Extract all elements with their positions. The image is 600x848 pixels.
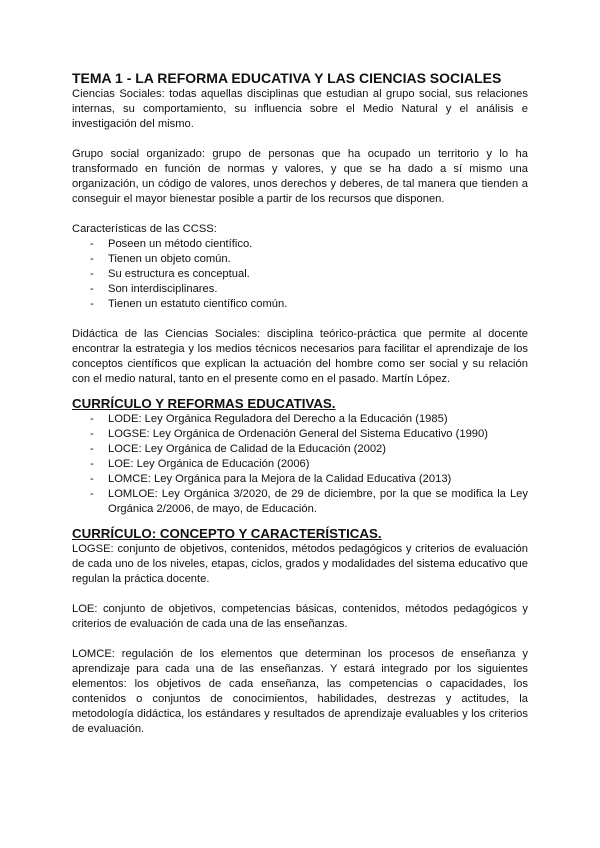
paragraph-loe: LOE: conjunto de objetivos, competencias básicas, contenidos, métodos pedagógicos y criterios de evaluación de cada una de las enseñanzas. (72, 603, 528, 630)
list-item: - LOMLOE: Ley Orgánica 3/2020, de 29 de diciembre, por la que se modifica la Ley Orgánica 2/2006, de mayo, de Educación. (90, 488, 528, 515)
dash-bullet: - (90, 413, 94, 425)
dash-bullet: - (90, 298, 94, 310)
dash-bullet: - (90, 488, 94, 500)
paragraph-grupo-social: Grupo social organizado: grupo de personas que ha ocupado un territorio y lo ha transformado en función de normas y valores, y que se ha dado a sí mismo una organización, un código de valores, unos derechos y deberes, de tal manera que tienden a conseguir el mayor bienestar posible a partir de los recursos que disponen. (72, 148, 528, 205)
dash-bullet: - (90, 428, 94, 440)
list-item: - Tienen un objeto común. (90, 253, 231, 265)
list-item: - Tienen un estatuto científico común. (90, 298, 288, 310)
dash-bullet: - (90, 473, 94, 485)
list-item: - LOE: Ley Orgánica de Educación (2006) (90, 458, 310, 470)
dash-bullet: - (90, 458, 94, 470)
reformas-list (72, 412, 528, 517)
paragraph-didactica: Didáctica de las Ciencias Sociales: disciplina teórico-práctica que permite al docente encontrar la estrategia y los medios técnicos necesarios para facilitar el aprendizaje de los conceptos científicos que explican la actuación del hombre como ser social y su relación con el medio natural, tanto en el presente como en el pasado. Martín López. (72, 328, 528, 385)
list-item: - Son interdisciplinares. (90, 283, 218, 295)
dash-bullet: - (90, 443, 94, 455)
list-item: - LOMCE: Ley Orgánica para la Mejora de la Calidad Educativa (2013) (90, 473, 452, 485)
caracteristicas-list (72, 237, 528, 312)
paragraph-lomce: LOMCE: regulación de los elementos que determinan los procesos de enseñanza y aprendizaje para cada una de las enseñanzas. Y estará integrado por los siguientes elementos: los objetivos de cada enseñanza, las competencias o capacidades, los contenidos o conjuntos de conocimientos, habilidades, destrezas y actitudes, la metodología didáctica, los estándares y resultados de aprendizaje evaluables y los criterios de evaluación. (72, 648, 528, 735)
caracteristicas-heading: Características de las CCSS: (72, 223, 217, 235)
list-item: - Su estructura es conceptual. (90, 268, 250, 280)
dash-bullet: - (90, 268, 94, 280)
section-heading-concepto: CURRÍCULO: CONCEPTO Y CARACTERÍSTICAS. (72, 526, 382, 541)
list-item: - LODE: Ley Orgánica Reguladora del Derecho a la Educación (1985) (90, 413, 448, 425)
list-item: - LOGSE: Ley Orgánica de Ordenación General del Sistema Educativo (1990) (90, 428, 488, 440)
dash-bullet: - (90, 283, 94, 295)
list-item: - LOCE: Ley Orgánica de Calidad de la Educación (2002) (90, 443, 386, 455)
page-title: TEMA 1 - LA REFORMA EDUCATIVA Y LAS CIENCIAS SOCIALES (72, 70, 502, 86)
dash-bullet: - (90, 238, 94, 250)
list-item: - Poseen un método científico. (90, 238, 253, 250)
dash-bullet: - (90, 253, 94, 265)
section-heading-reformas: CURRÍCULO Y REFORMAS EDUCATIVAS. (72, 396, 336, 411)
paragraph-logse: LOGSE: conjunto de objetivos, contenidos, métodos pedagógicos y criterios de evaluación de cada uno de los niveles, etapas, ciclos, grados y modalidades del sistema educativo que regulan la práctica docente. (72, 543, 528, 585)
paragraph-ciencias-sociales: Ciencias Sociales: todas aquellas disciplinas que estudian al grupo social, sus relaciones internas, su comportamiento, su influencia sobre el Medio Natural y el análisis e investigación del mismo. (72, 88, 528, 130)
